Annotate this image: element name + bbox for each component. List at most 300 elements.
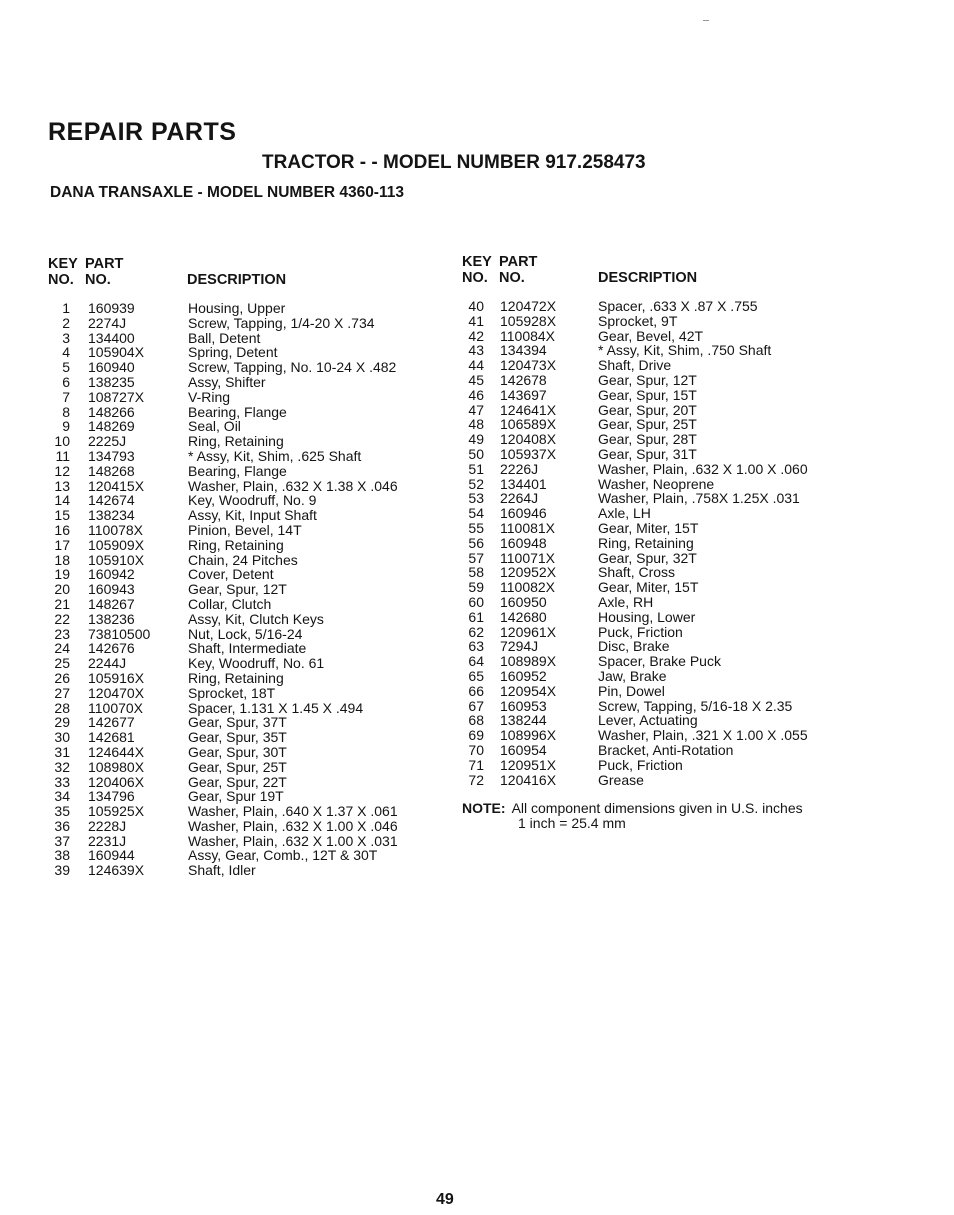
parts-row xyxy=(48,316,448,331)
description-cell: Gear, Spur, 28T xyxy=(598,431,697,448)
key-no-cell: 4 xyxy=(62,344,70,361)
key-no-cell: 37 xyxy=(54,832,70,849)
part-no-cell: 105904X xyxy=(88,344,145,361)
parts-row xyxy=(462,758,882,773)
part-no-cell: 2244J xyxy=(88,655,127,672)
description-cell: Axle, RH xyxy=(598,593,654,610)
parts-list-header xyxy=(48,256,448,290)
key-no-cell: 14 xyxy=(54,492,70,509)
key-no-cell: 11 xyxy=(55,447,70,464)
description-cell: Gear, Spur, 35T xyxy=(188,729,287,746)
part-no-cell: 120416X xyxy=(500,771,557,788)
part-no-cell: 142680 xyxy=(500,608,547,625)
description-cell: Collar, Clutch xyxy=(188,595,272,612)
description-cell: Gear, Miter, 15T xyxy=(598,519,699,536)
key-no-cell: 60 xyxy=(468,593,484,610)
description-cell: Ring, Retaining xyxy=(188,669,284,686)
key-no-cell: 67 xyxy=(468,697,484,714)
description-cell: Spacer, .633 X .87 X .755 xyxy=(598,298,758,314)
parts-row xyxy=(462,417,882,432)
parts-row xyxy=(462,329,882,344)
key-no-cell: 16 xyxy=(54,521,70,538)
part-no-cell: 108980X xyxy=(88,758,145,775)
part-no-cell: 120961X xyxy=(500,623,557,640)
key-no-cell: 56 xyxy=(468,534,484,551)
part-no-cell: 142681 xyxy=(88,729,135,746)
description-cell: Spring, Detent xyxy=(188,344,278,361)
key-no-cell: 68 xyxy=(468,712,484,729)
parts-row xyxy=(462,699,882,714)
key-no-cell: 30 xyxy=(54,729,70,746)
part-no-cell: 105910X xyxy=(88,551,145,568)
description-cell: Gear, Miter, 15T xyxy=(598,579,699,596)
parts-row xyxy=(48,331,448,346)
parts-row xyxy=(462,462,882,477)
parts-row xyxy=(48,612,448,627)
parts-row xyxy=(462,595,882,610)
parts-rows xyxy=(462,299,882,787)
part-no-cell: 108727X xyxy=(88,388,145,405)
key-no-cell: 66 xyxy=(468,682,484,699)
key-no-cell: 6 xyxy=(62,373,70,390)
description-cell: Gear, Spur, 12T xyxy=(598,371,697,388)
parts-row xyxy=(48,390,448,405)
description-cell: Ring, Retaining xyxy=(188,536,284,553)
parts-row xyxy=(462,654,882,669)
key-no-cell: 44 xyxy=(468,357,484,374)
description-cell: Washer, Plain, .321 X 1.00 X .055 xyxy=(598,727,808,744)
key-no-cell: 34 xyxy=(54,788,70,805)
key-no-cell: 32 xyxy=(54,758,70,775)
description-cell: Axle, LH xyxy=(598,505,651,522)
key-no-cell: 10 xyxy=(54,433,70,450)
description-cell: Bearing, Flange xyxy=(188,403,287,420)
key-no-cell: 25 xyxy=(54,655,70,672)
key-no-cell: 47 xyxy=(468,401,484,418)
dimensions-note xyxy=(462,801,882,831)
description-cell: Gear, Spur, 25T xyxy=(188,758,287,775)
part-no-cell: 110084X xyxy=(500,327,556,344)
part-no-cell: 110071X xyxy=(500,549,556,566)
parts-row xyxy=(462,447,882,462)
parts-row xyxy=(462,536,882,551)
key-no-header-line1: KEY xyxy=(462,254,492,270)
key-no-cell: 2 xyxy=(62,314,70,331)
parts-row xyxy=(462,669,882,684)
description-cell: Spacer, Brake Puck xyxy=(598,653,721,670)
part-no-cell: 160940 xyxy=(88,359,135,376)
key-no-cell: 62 xyxy=(468,623,484,640)
description-header: DESCRIPTION xyxy=(598,270,698,286)
description-cell: Washer, Neoprene xyxy=(598,475,715,492)
description-cell: Washer, Plain, .632 X 1.00 X .031 xyxy=(188,832,398,849)
key-no-cell: 26 xyxy=(54,669,70,686)
description-cell: Gear, Spur, 12T xyxy=(188,581,287,598)
description-cell: Ball, Detent xyxy=(188,329,261,346)
part-no-cell: 2231J xyxy=(88,832,127,849)
part-no-cell: 148269 xyxy=(88,418,135,435)
part-no-cell: 105916X xyxy=(88,669,145,686)
part-no-cell: 124641X xyxy=(500,401,557,418)
parts-row xyxy=(48,345,448,360)
description-cell: Disc, Brake xyxy=(598,638,670,655)
part-no-cell: 142678 xyxy=(500,371,547,388)
part-no-cell: 142676 xyxy=(88,640,135,657)
parts-row xyxy=(48,493,448,508)
key-no-header-line2: NO. xyxy=(48,272,74,288)
key-no-cell: 45 xyxy=(468,371,484,388)
description-cell: Ring, Retaining xyxy=(598,534,694,551)
key-no-cell: 69 xyxy=(468,727,484,744)
description-cell: Housing, Upper xyxy=(188,300,286,316)
key-no-cell: 51 xyxy=(468,460,484,477)
part-no-cell: 105928X xyxy=(500,312,557,329)
page-title: REPAIR PARTS xyxy=(48,118,237,146)
description-cell: Washer, Plain, .632 X 1.38 X .046 xyxy=(188,477,398,494)
parts-row xyxy=(462,491,882,506)
parts-row xyxy=(462,358,882,373)
description-cell: Gear, Spur, 32T xyxy=(598,549,697,566)
key-no-cell: 29 xyxy=(54,714,70,731)
parts-row xyxy=(462,477,882,492)
part-no-cell: 2274J xyxy=(88,314,127,331)
description-cell: Sprocket, 9T xyxy=(598,312,678,329)
key-no-cell: 41 xyxy=(468,312,484,329)
description-header: DESCRIPTION xyxy=(187,272,287,288)
parts-row xyxy=(48,671,448,686)
part-no-cell: 160954 xyxy=(500,741,547,758)
part-no-cell: 138236 xyxy=(88,610,135,627)
parts-row xyxy=(48,789,448,804)
part-no-cell: 7294J xyxy=(500,638,539,655)
key-no-cell: 8 xyxy=(62,403,70,420)
parts-row xyxy=(48,449,448,464)
part-no-cell: 2226J xyxy=(500,460,539,477)
parts-row xyxy=(48,360,448,375)
description-cell: Lever, Actuating xyxy=(598,712,698,729)
key-no-cell: 64 xyxy=(468,653,484,670)
key-no-cell: 22 xyxy=(54,610,70,627)
parts-row xyxy=(48,804,448,819)
key-no-cell: 31 xyxy=(54,743,70,760)
description-cell: Gear, Spur, 22T xyxy=(188,773,287,790)
key-no-cell: 17 xyxy=(54,536,70,553)
part-no-cell: 160946 xyxy=(500,505,547,522)
description-cell: Pin, Dowel xyxy=(598,682,665,699)
key-no-cell: 13 xyxy=(54,477,70,494)
parts-row xyxy=(48,567,448,582)
parts-row xyxy=(462,551,882,566)
description-cell: Ring, Retaining xyxy=(188,433,284,450)
key-no-cell: 12 xyxy=(54,462,70,479)
part-no-cell: 110078X xyxy=(88,521,144,538)
description-cell: Spacer, 1.131 X 1.45 X .494 xyxy=(188,699,364,716)
key-no-cell: 7 xyxy=(62,388,70,405)
key-no-cell: 40 xyxy=(468,298,484,314)
key-no-cell: 24 xyxy=(54,640,70,657)
parts-row xyxy=(48,479,448,494)
parts-row xyxy=(48,405,448,420)
part-no-cell: 120952X xyxy=(500,564,557,581)
parts-row xyxy=(462,388,882,403)
description-cell: Screw, Tapping, No. 10-24 X .482 xyxy=(188,359,397,376)
description-cell: Shaft, Idler xyxy=(188,862,256,879)
parts-row xyxy=(48,760,448,775)
parts-row xyxy=(462,373,882,388)
description-cell: Shaft, Cross xyxy=(598,564,676,581)
description-cell: Gear, Bevel, 42T xyxy=(598,327,704,344)
key-no-cell: 65 xyxy=(468,667,484,684)
parts-row xyxy=(48,508,448,523)
description-cell: * Assy, Kit, Shim, .750 Shaft xyxy=(598,342,772,359)
parts-row xyxy=(462,713,882,728)
part-no-cell: 120472X xyxy=(500,298,557,314)
description-cell: Assy, Kit, Clutch Keys xyxy=(188,610,324,627)
parts-row xyxy=(48,641,448,656)
key-no-header-line2: NO. xyxy=(462,270,488,286)
key-no-cell: 71 xyxy=(468,756,484,773)
parts-list-right xyxy=(462,254,882,831)
part-no-cell: 134796 xyxy=(88,788,135,805)
key-no-cell: 28 xyxy=(54,699,70,716)
description-cell: Gear, Spur, 30T xyxy=(188,743,287,760)
part-no-header-line1: PART xyxy=(85,256,124,272)
part-no-cell: 120408X xyxy=(500,431,557,448)
part-no-cell: 160944 xyxy=(88,847,135,864)
part-no-cell: 148267 xyxy=(88,595,135,612)
part-no-cell: 120954X xyxy=(500,682,557,699)
key-no-cell: 27 xyxy=(54,684,70,701)
part-no-cell: 148266 xyxy=(88,403,135,420)
description-cell: Sprocket, 18T xyxy=(188,684,276,701)
part-no-cell: 134401 xyxy=(500,475,547,492)
description-cell: Puck, Friction xyxy=(598,756,683,773)
key-no-cell: 58 xyxy=(468,564,484,581)
key-no-cell: 50 xyxy=(468,445,484,462)
note-label: NOTE: xyxy=(462,800,506,817)
key-no-cell: 1 xyxy=(62,300,70,316)
key-no-cell: 5 xyxy=(62,359,70,376)
part-no-cell: 134394 xyxy=(500,342,547,359)
key-no-cell: 3 xyxy=(62,329,70,346)
parts-row xyxy=(48,656,448,671)
description-cell: Bearing, Flange xyxy=(188,462,287,479)
part-no-cell: 138234 xyxy=(88,507,135,524)
part-no-cell: 105937X xyxy=(500,445,557,462)
parts-row xyxy=(48,434,448,449)
part-no-cell: 160939 xyxy=(88,300,135,316)
description-cell: Assy, Gear, Comb., 12T & 30T xyxy=(188,847,378,864)
description-cell: Key, Woodruff, No. 61 xyxy=(188,655,325,672)
key-no-cell: 49 xyxy=(468,431,484,448)
part-no-cell: 143697 xyxy=(500,386,547,403)
parts-row xyxy=(462,314,882,329)
parts-row xyxy=(462,299,882,314)
part-no-cell: 110081X xyxy=(500,519,556,536)
part-no-cell: 106589X xyxy=(500,416,557,433)
tractor-model-heading: TRACTOR - - MODEL NUMBER 917.258473 xyxy=(262,152,646,173)
key-no-cell: 57 xyxy=(468,549,484,566)
part-no-cell: 160948 xyxy=(500,534,547,551)
description-cell: Puck, Friction xyxy=(598,623,683,640)
parts-row xyxy=(48,848,448,863)
key-no-cell: 21 xyxy=(54,595,70,612)
part-no-cell: 134400 xyxy=(88,329,135,346)
part-no-cell: 110082X xyxy=(500,579,556,596)
part-no-cell: 2264J xyxy=(500,490,539,507)
parts-row xyxy=(462,728,882,743)
key-no-cell: 15 xyxy=(54,507,70,524)
part-no-cell: 108996X xyxy=(500,727,557,744)
description-cell: Screw, Tapping, 1/4-20 X .734 xyxy=(188,314,375,331)
parts-row xyxy=(48,553,448,568)
parts-row xyxy=(462,684,882,699)
part-no-cell: 142674 xyxy=(88,492,135,509)
description-cell: Washer, Plain, .632 X 1.00 X .060 xyxy=(598,460,808,477)
part-no-cell: 160950 xyxy=(500,593,547,610)
part-no-cell: 73810500 xyxy=(88,625,151,642)
parts-list-header xyxy=(462,254,882,288)
key-no-cell: 18 xyxy=(54,551,70,568)
key-no-cell: 39 xyxy=(54,862,70,879)
part-no-cell: 160943 xyxy=(88,581,135,598)
key-no-cell: 36 xyxy=(54,817,70,834)
description-cell: Gear, Spur, 15T xyxy=(598,386,697,403)
description-cell: Bracket, Anti-Rotation xyxy=(598,741,734,758)
description-cell: Nut, Lock, 5/16-24 xyxy=(188,625,303,642)
part-no-cell: 120473X xyxy=(500,357,557,374)
part-no-cell: 110070X xyxy=(88,699,144,716)
description-cell: Cover, Detent xyxy=(188,566,274,583)
parts-row xyxy=(48,701,448,716)
description-cell: Gear, Spur, 25T xyxy=(598,416,697,433)
key-no-cell: 33 xyxy=(54,773,70,790)
key-no-cell: 46 xyxy=(468,386,484,403)
description-cell: Assy, Kit, Input Shaft xyxy=(188,507,317,524)
description-cell: Washer, Plain, .640 X 1.37 X .061 xyxy=(188,803,398,820)
key-no-cell: 54 xyxy=(468,505,484,522)
parts-list-left xyxy=(48,256,448,878)
description-cell: Assy, Shifter xyxy=(188,373,266,390)
description-cell: Grease xyxy=(598,771,644,788)
parts-row xyxy=(48,686,448,701)
description-cell: Shaft, Drive xyxy=(598,357,672,374)
parts-row xyxy=(462,773,882,788)
key-no-cell: 53 xyxy=(468,490,484,507)
parts-rows xyxy=(48,301,448,878)
part-no-cell: 105925X xyxy=(88,803,145,820)
parts-row xyxy=(48,730,448,745)
part-no-cell: 148268 xyxy=(88,462,135,479)
key-no-cell: 70 xyxy=(468,741,484,758)
description-cell: Seal, Oil xyxy=(188,418,241,435)
parts-row xyxy=(462,743,882,758)
description-cell: Washer, Plain, .632 X 1.00 X .046 xyxy=(188,817,398,834)
parts-row xyxy=(462,521,882,536)
part-no-cell: 124639X xyxy=(88,862,145,879)
parts-row xyxy=(48,775,448,790)
part-no-cell: 2228J xyxy=(88,817,127,834)
description-cell: Gear, Spur, 20T xyxy=(598,401,697,418)
description-cell: V-Ring xyxy=(188,388,231,405)
part-no-header-line1: PART xyxy=(499,254,538,270)
parts-row xyxy=(48,715,448,730)
parts-row xyxy=(48,538,448,553)
key-no-cell: 20 xyxy=(54,581,70,598)
part-no-cell: 142677 xyxy=(88,714,135,731)
key-no-cell: 55 xyxy=(468,519,484,536)
parts-row xyxy=(462,403,882,418)
parts-row xyxy=(48,819,448,834)
parts-row xyxy=(462,610,882,625)
parts-row xyxy=(462,639,882,654)
description-cell: Gear, Spur 19T xyxy=(188,788,284,805)
key-no-cell: 38 xyxy=(54,847,70,864)
part-no-header-line2: NO. xyxy=(85,272,111,288)
description-cell: Key, Woodruff, No. 9 xyxy=(188,492,317,509)
description-cell: Washer, Plain, .758X 1.25X .031 xyxy=(598,490,800,507)
part-no-cell: 120470X xyxy=(88,684,145,701)
part-no-cell: 160953 xyxy=(500,697,547,714)
parts-row xyxy=(462,580,882,595)
key-no-header-line1: KEY xyxy=(48,256,78,272)
parts-row xyxy=(48,301,448,316)
parts-row xyxy=(48,582,448,597)
description-cell: Gear, Spur, 31T xyxy=(598,445,697,462)
description-cell: Pinion, Bevel, 14T xyxy=(188,521,302,538)
parts-row xyxy=(48,523,448,538)
part-no-cell: 138244 xyxy=(500,712,547,729)
description-cell: Gear, Spur, 37T xyxy=(188,714,287,731)
note-line1: All component dimensions given in U.S. inches xyxy=(511,800,803,817)
part-no-cell: 124644X xyxy=(88,743,145,760)
parts-row xyxy=(48,375,448,390)
parts-row xyxy=(48,627,448,642)
part-no-cell: 2225J xyxy=(88,433,127,450)
parts-row xyxy=(48,597,448,612)
parts-row xyxy=(462,625,882,640)
part-no-cell: 134793 xyxy=(88,447,135,464)
parts-row xyxy=(462,506,882,521)
description-cell: Jaw, Brake xyxy=(598,667,667,684)
part-no-cell: 105909X xyxy=(88,536,145,553)
key-no-cell: 61 xyxy=(468,608,484,625)
parts-row xyxy=(48,745,448,760)
parts-row xyxy=(48,419,448,434)
key-no-cell: 59 xyxy=(468,579,484,596)
key-no-cell: 42 xyxy=(468,327,484,344)
key-no-cell: 63 xyxy=(468,638,484,655)
scan-speck xyxy=(703,20,709,21)
note-line2: 1 inch = 25.4 mm xyxy=(518,815,626,832)
parts-row xyxy=(462,343,882,358)
part-no-cell: 120951X xyxy=(500,756,557,773)
part-no-cell: 108989X xyxy=(500,653,557,670)
part-no-cell: 160952 xyxy=(500,667,547,684)
description-cell: * Assy, Kit, Shim, .625 Shaft xyxy=(188,447,362,464)
key-no-cell: 52 xyxy=(468,475,484,492)
description-cell: Shaft, Intermediate xyxy=(188,640,307,657)
description-cell: Housing, Lower xyxy=(598,608,696,625)
parts-row xyxy=(462,565,882,580)
key-no-cell: 48 xyxy=(468,416,484,433)
description-cell: Chain, 24 Pitches xyxy=(188,551,298,568)
parts-row xyxy=(462,432,882,447)
part-no-header-line2: NO. xyxy=(499,270,525,286)
parts-row xyxy=(48,863,448,878)
key-no-cell: 72 xyxy=(468,771,484,788)
key-no-cell: 19 xyxy=(54,566,70,583)
